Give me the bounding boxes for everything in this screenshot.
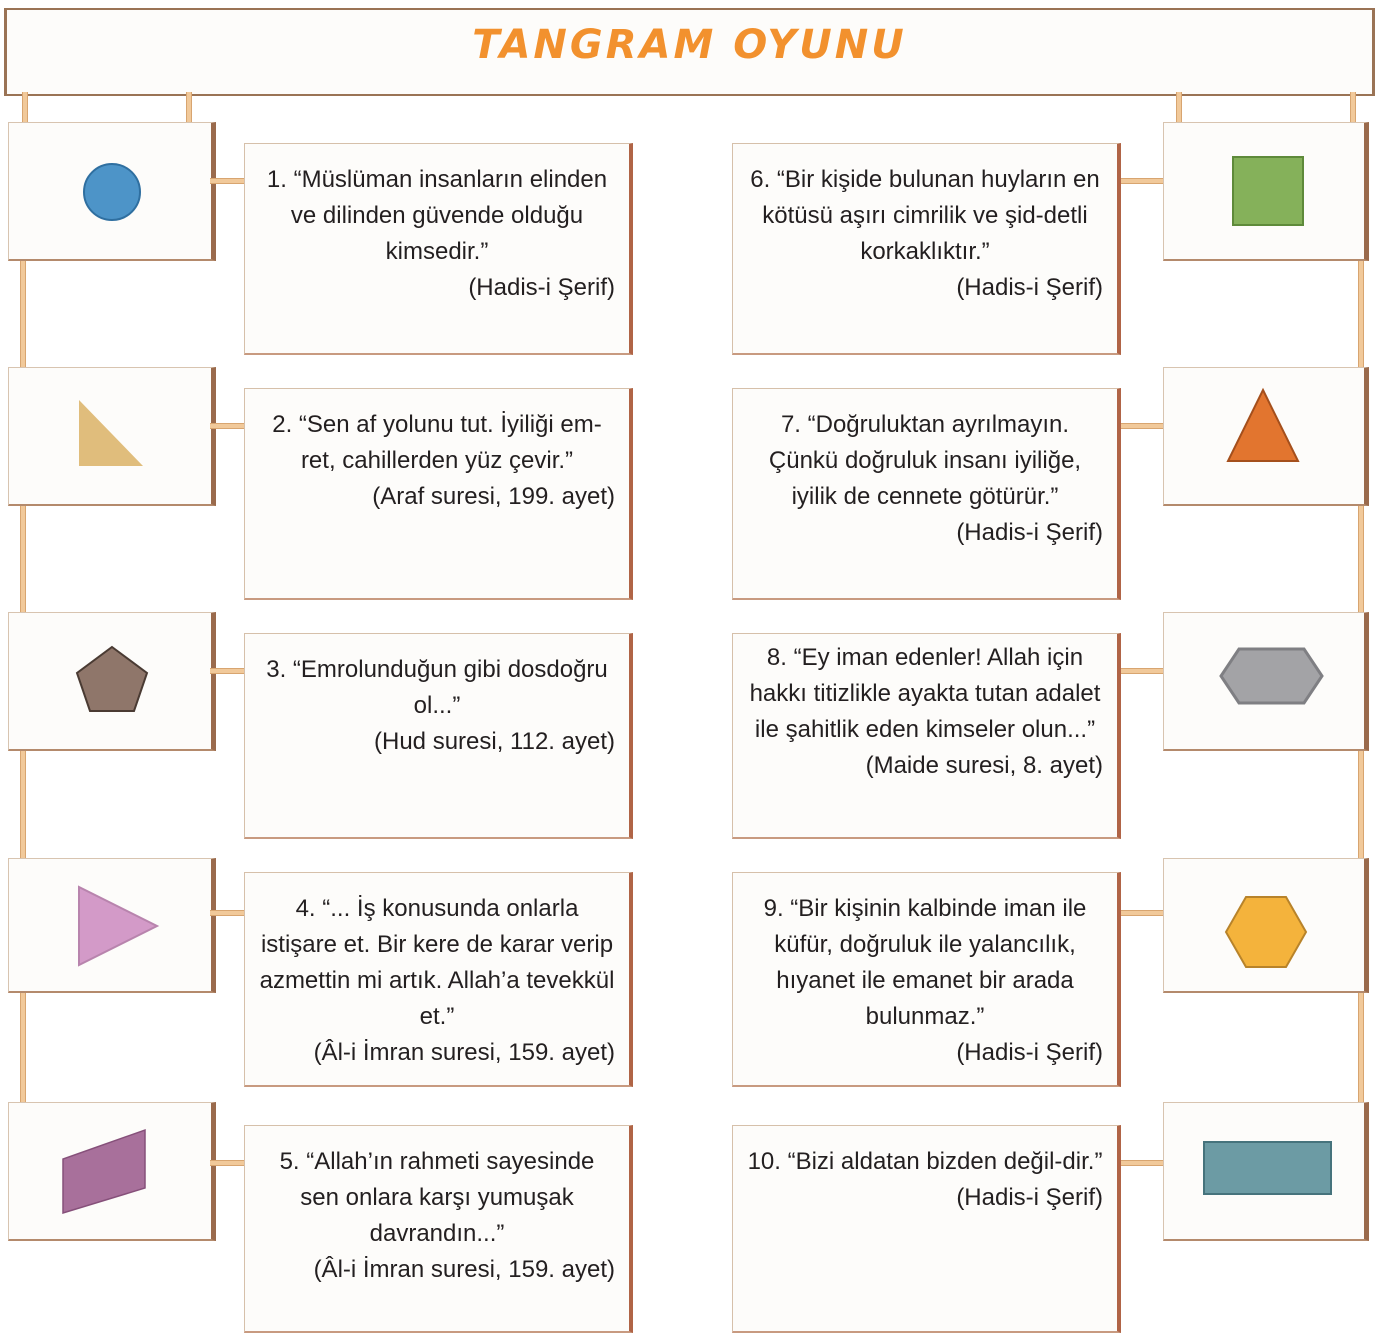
quote-card-6 xyxy=(732,143,1121,355)
page-title: TANGRAM OYUNU xyxy=(472,22,907,68)
quote-source: (Araf suresi, 199. ayet) xyxy=(372,483,615,510)
gray-hexagon-icon xyxy=(1164,613,1364,749)
quote-card-9 xyxy=(732,872,1121,1087)
blue-circle-icon xyxy=(9,123,211,259)
quote-text: 9. “Bir kişinin kalbinde iman ile küfür, doğruluk ile yalancılık, hıyanet ile emanet bir arada bulunmaz.” xyxy=(763,895,1087,1030)
purple-parallelogram-icon xyxy=(9,1103,211,1239)
shape-sign-10 xyxy=(1163,1102,1369,1241)
quote-source: (Âl-i İmran suresi, 159. ayet) xyxy=(313,1256,615,1283)
quote-text: 4. “... İş konusunda onlarla istişare et. Bir kere de karar verip azmettin mi artık. Allah’a tevekkül et.” xyxy=(259,895,615,1030)
rope-left-a xyxy=(22,92,28,124)
orange-triangle-icon xyxy=(1164,368,1364,504)
pink-triangle-icon xyxy=(9,859,211,991)
tan-right-triangle-icon xyxy=(9,368,211,504)
rope-link-4 xyxy=(210,910,244,916)
shape-sign-6 xyxy=(1163,122,1369,261)
quote-source: (Hadis-i Şerif) xyxy=(956,1039,1103,1066)
quote-text: 1. “Müslüman insanların elinden ve dilinden güvende olduğu kimsedir.” xyxy=(266,166,608,265)
shape-sign-1 xyxy=(8,122,216,261)
quote-source: (Hadis-i Şerif) xyxy=(956,519,1103,546)
shape-sign-7 xyxy=(1163,367,1369,506)
rope-right-b xyxy=(1350,92,1356,124)
shape-sign-9 xyxy=(1163,858,1369,993)
quote-card-5 xyxy=(244,1125,633,1333)
quote-source: (Âl-i İmran suresi, 159. ayet) xyxy=(313,1039,615,1066)
quote-source: (Hadis-i Şerif) xyxy=(956,274,1103,301)
rope-link-1 xyxy=(210,178,244,184)
rope-link-2 xyxy=(210,423,244,429)
rope-link-10 xyxy=(1118,1160,1163,1166)
quote-card-4 xyxy=(244,872,633,1087)
rope-link-8 xyxy=(1118,668,1163,674)
quote-text: 3. “Emrolunduğun gibi dosdoğru ol...” xyxy=(266,656,608,719)
quote-text: 6. “Bir kişide bulunan huyların en kötüsü aşırı cimrilik ve şid-detli korkaklıktır.” xyxy=(750,166,1100,265)
quote-text: 8. “Ey iman edenler! Allah için hakkı titizlikle ayakta tutan adalet ile şahitlik eden kimseler olun...” xyxy=(749,644,1101,743)
quote-source: (Maide suresi, 8. ayet) xyxy=(865,752,1103,779)
quote-text: 2. “Sen af yolunu tut. İyiliği em-ret, cahillerden yüz çevir.” xyxy=(272,411,602,474)
quote-text: 5. “Allah’ın rahmeti sayesinde sen onlara karşı yumuşak davrandın...” xyxy=(279,1148,595,1247)
quote-text: 7. “Doğruluktan ayrılmayın. Çünkü doğruluk insanı iyiliğe, iyilik de cennete götürür.” xyxy=(768,411,1082,510)
yellow-hexagon-icon xyxy=(1164,859,1364,991)
shape-sign-2 xyxy=(8,367,216,506)
shape-sign-8 xyxy=(1163,612,1369,751)
teal-rectangle-icon xyxy=(1164,1103,1364,1239)
quote-card-2 xyxy=(244,388,633,600)
quote-card-3 xyxy=(244,633,633,839)
green-square-icon xyxy=(1164,123,1364,259)
quote-card-1 xyxy=(244,143,633,355)
rope-link-5 xyxy=(210,1160,244,1166)
rope-link-9 xyxy=(1118,910,1163,916)
shape-sign-4 xyxy=(8,858,216,993)
brown-pentagon-icon xyxy=(9,613,211,749)
quote-source: (Hud suresi, 112. ayet) xyxy=(374,728,615,755)
quote-source: (Hadis-i Şerif) xyxy=(468,274,615,301)
rope-link-7 xyxy=(1118,423,1163,429)
rope-link-6 xyxy=(1118,178,1163,184)
quote-text: 10. “Bizi aldatan bizden değil-dir.” xyxy=(747,1148,1103,1175)
quote-card-7 xyxy=(732,388,1121,600)
shape-sign-5 xyxy=(8,1102,216,1241)
rope-link-3 xyxy=(210,668,244,674)
rope-right-a xyxy=(1176,92,1182,124)
quote-card-10 xyxy=(732,1125,1121,1333)
rope-left-b xyxy=(186,92,192,124)
quote-source: (Hadis-i Şerif) xyxy=(956,1184,1103,1211)
quote-card-8 xyxy=(732,633,1121,839)
title-banner xyxy=(4,8,1375,96)
shape-sign-3 xyxy=(8,612,216,751)
